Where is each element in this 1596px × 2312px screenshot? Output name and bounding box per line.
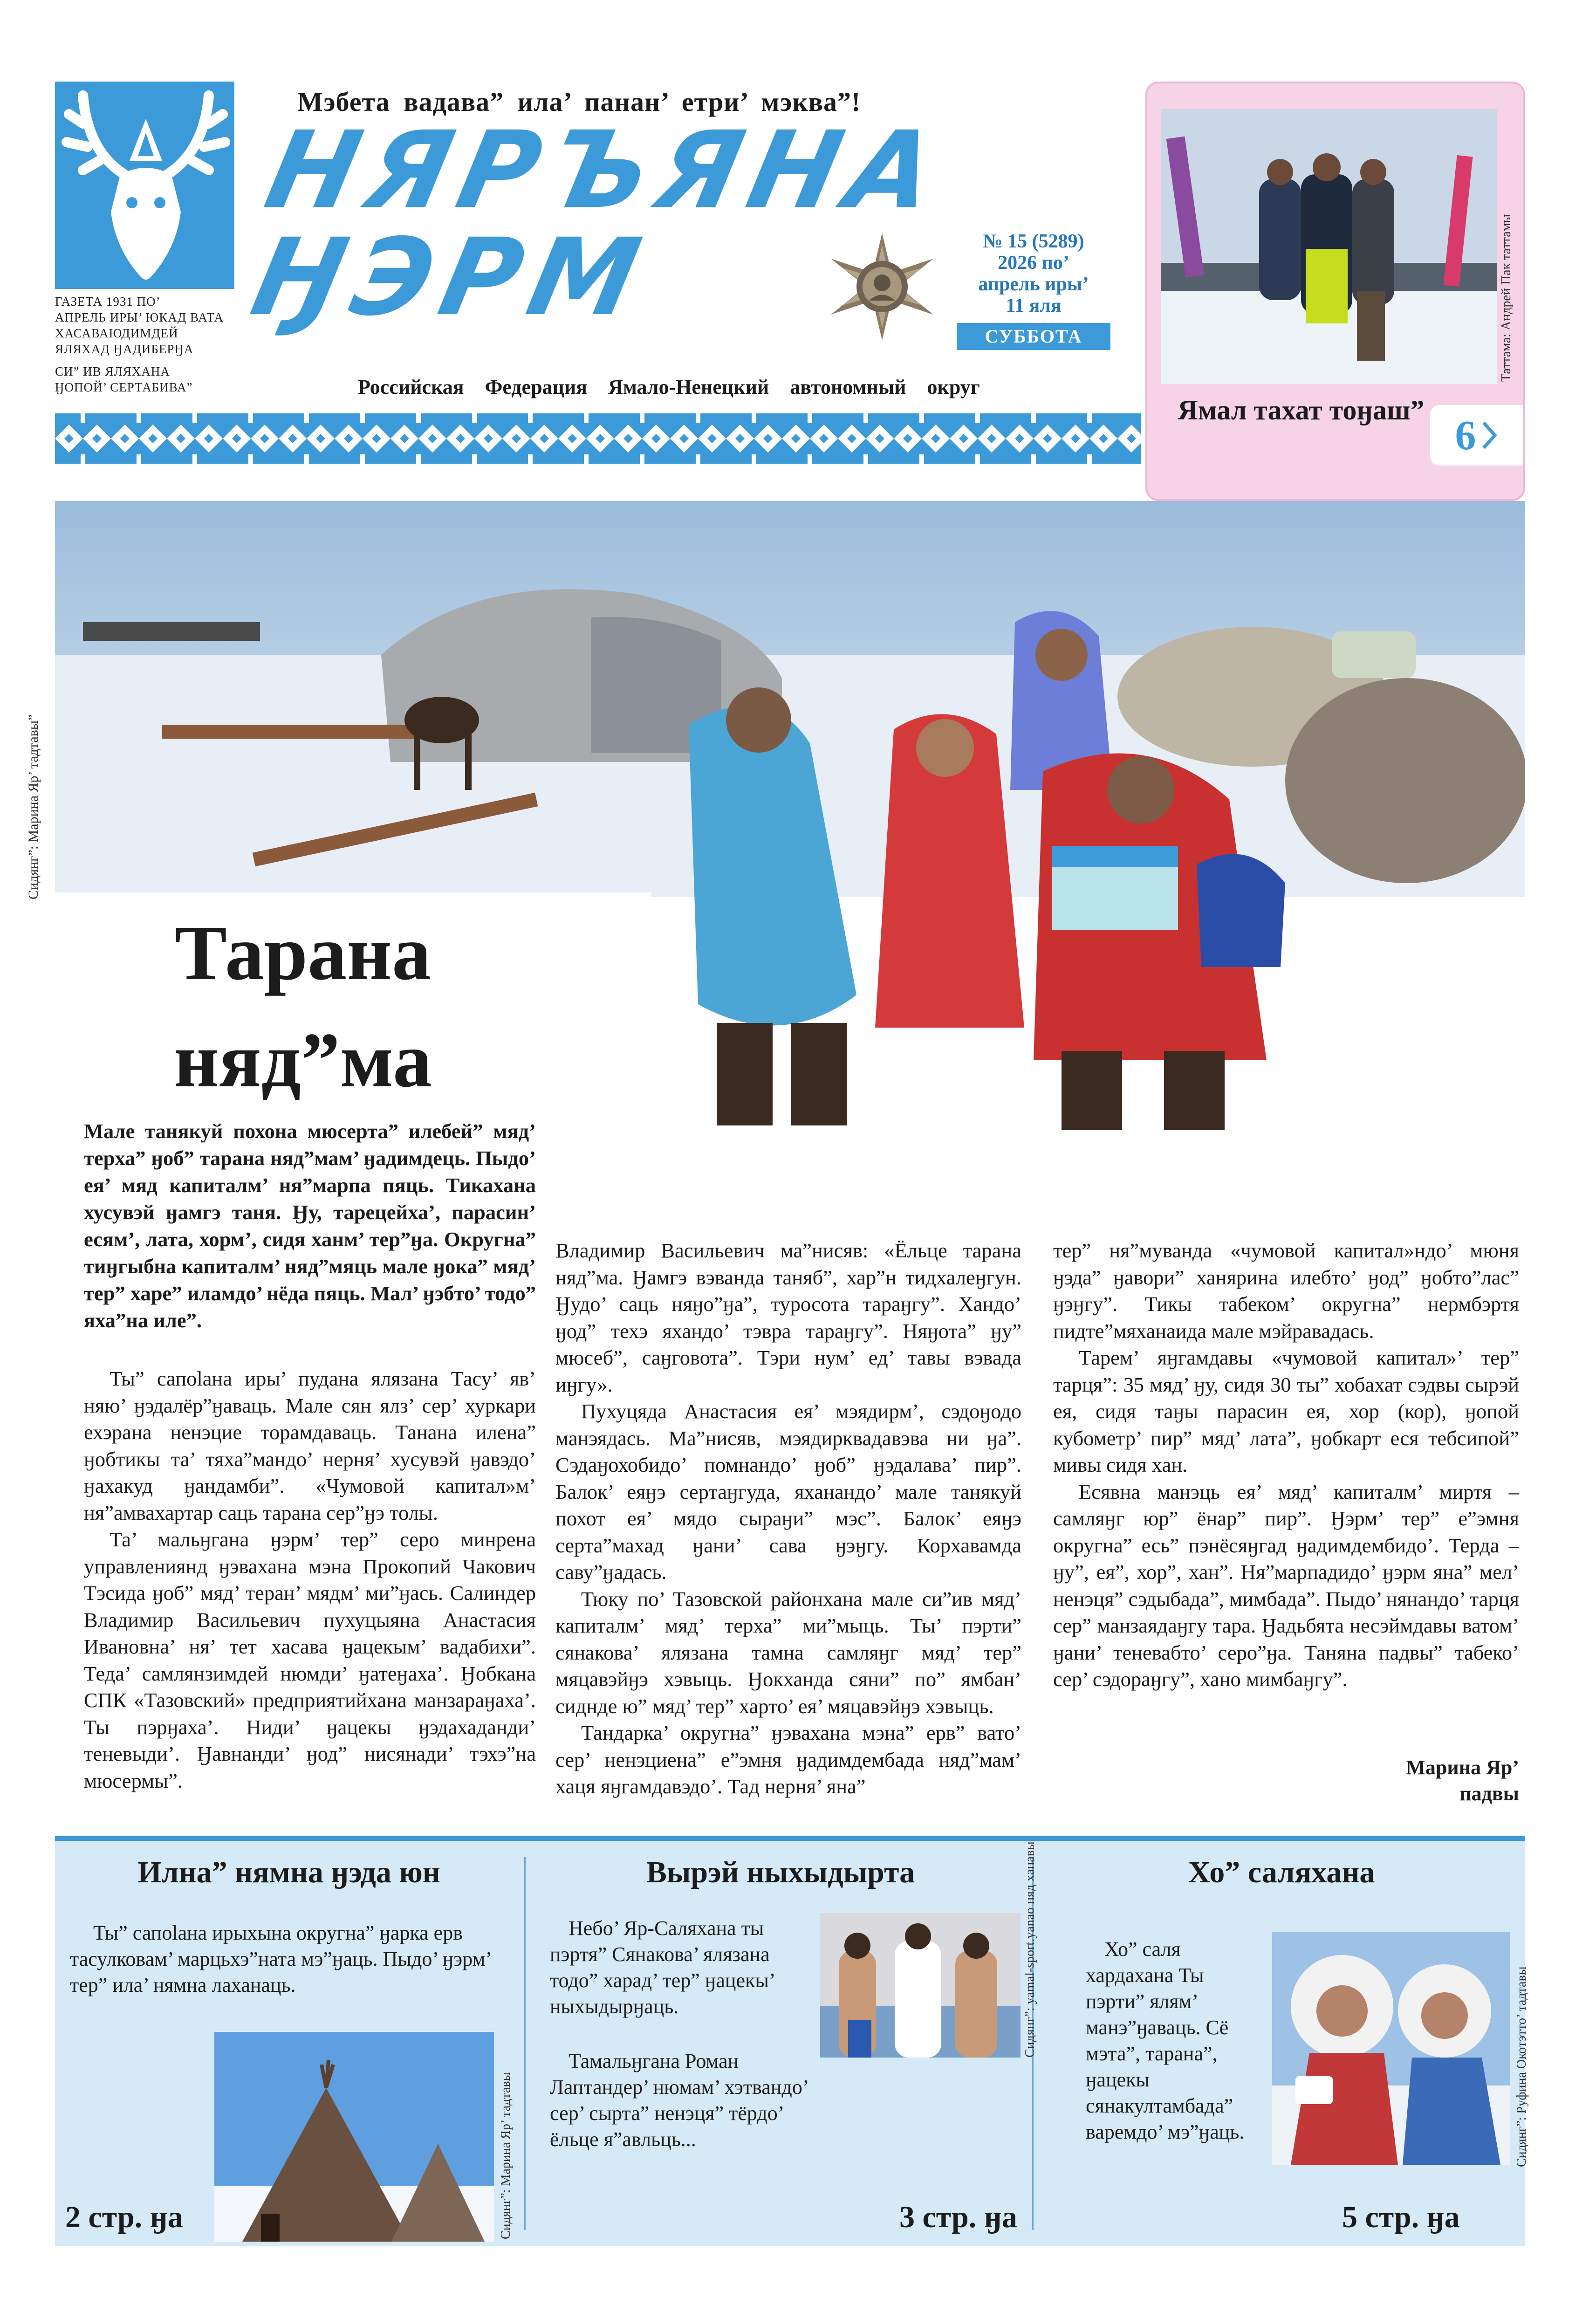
teaser-3-text: Хо” саля хардахана Ты пэрти” ялям’ манэ”ӈаваць. Сё мэта”, тарана”, ӈацекы сянакултамбада” варемдо’ мэ”ӈаць. — [1086, 1938, 1245, 2143]
est-line: ГАЗЕТА 1931 ПО’ — [55, 295, 161, 309]
chevron-right-icon — [1480, 419, 1499, 452]
issue-weekday: СУББОТА — [957, 323, 1110, 350]
article-paragraph: тер” ня”муванда «чумовой капитал»ндо’ мюня ӈэда” ӈавори” ханярина илебто’ ӈод” ӈобто”лас” ӈэӈгу”. Тикы табеком’ округна” нермбэртя пидте”мяханаида мале мэйравадась. — [1053, 1239, 1519, 1343]
issue-day-number: 11 яля — [1006, 295, 1062, 316]
order-medal-icon — [826, 231, 938, 343]
newspaper-title-line2: ӇЭРМ — [242, 215, 660, 339]
award-line: ӇОПОЙ’ СЕРТАБИВА” — [55, 380, 193, 394]
article-paragraph: Есявна манэць ея’ мяд’ капиталм’ миртя – самляӈг юр” ёнар” пир”. Ӈэрм’ тер” е”эмня округна” есь” пэнёсяӈгад ӈадимдембидо’. Терда – ӈу”, ея”, хор”, хан”. Ня”марпадидо’ ӈэрм яна” мел’ ненэця” сэдыбада”, мимбада”. Пыдо’ нянандо’ тарця сер” манзаядаӈгу тара. Ӈадьбята несэймдавы ватом’ ӈани’ теневабто’ серо”ӈа. Таняна падвы” табеко’ сер’ сэдораӈгу”, хано мимбаӈгу”. — [1053, 1480, 1520, 1691]
teaser-3-title[interactable]: Хо” саляхана — [1188, 1855, 1375, 1889]
teaser-2-photo — [820, 1913, 1021, 2058]
established-note — [55, 294, 260, 395]
reindeer-logo — [55, 82, 234, 289]
newspaper-motto: Мэбета вадава” ила’ панан’ етри’ мэква”! — [297, 87, 861, 117]
issue-number: № 15 (5289) — [983, 231, 1084, 252]
hero-photo-credit: Сидянг”: Марина Яр’ тадтавы” — [26, 714, 41, 899]
article-lead: Мале танякуй похона мюсерта” илебей” мяд’ терха” ӈоб” тарана няд”мам’ ӈадимдець. Пыдо’ ея’ мяд капиталм’ ня”марпа пяць. Тикахана хусувэй ӈамгэ таня. Ӈу, тарецейха’, парасин’ есям’, лата, хорм’, сидя ханм’ тер”ӈа. Округна” тиӈгыбна капиталм’ няд”мяць мале ӈока” мяд’ тер” харе” иламдо’ нёда пяць. Мал’ ӈэбто’ тодо” яха”на иле”. — [84, 1119, 536, 1332]
promo-page-number: 6 — [1455, 412, 1476, 459]
promo-photo — [1161, 109, 1497, 384]
issue-month: апрель иры’ — [978, 274, 1089, 295]
teaser-2-credit: Сидянг”: yamal-sport.yanao няд ханавы — [1023, 1841, 1037, 2058]
est-line: АПРЕЛЬ ИРЫ’ ЮКАД ВАТА — [55, 310, 224, 324]
teaser-2-text-a: Небо’ Яр-Саляхана ты пэртя” Сянакова’ ялязана тодо” харад’ тер” ӈацекы’ ныхыдырӈаць. — [550, 1917, 774, 2018]
reindeer-icon — [55, 82, 234, 289]
teaser-3-photo — [1272, 1932, 1510, 2165]
issue-year: 2026 по’ — [998, 252, 1069, 274]
issue-info — [957, 231, 1110, 350]
promo-photo-credit: Таттама: Андрей Пак таттамы — [1499, 214, 1514, 382]
article-paragraph: Пухуцяда Анастасия ея’ мэядирм’, сэдоӈодо манэядась. Ма”нисяв, мэядирквадавэва ни ӈа”. Сэдаӈохобидо’ помнандо’ ӈоб” ӈэдалава’ пир”. Балок’ еяӈэ сертаӈгуда, яханандо’ мале танякуй похот ея’ мядо сыраӈи” мэс”. Балок’ еяӈэ серта”махад ӈани’ сава ӈэӈгу. Корхавамда саву”ӈадась. — [555, 1400, 1021, 1584]
award-line: СИ” ИВ ЯЛЯХАНА — [55, 364, 170, 378]
promo-box[interactable] — [1145, 82, 1525, 501]
article-paragraph: Тюку по’ Тазовской районхана мале си”ив мяд’ капиталм’ мяд’ терха” ми”мыць. Ты’ пэрти” сянакова’ ялязана тамна самляӈг мяд’ тер” мяцавэйӈэ хэвыць. Ӈокханда сяни” по” ямбан’ сиднде ю” мяд’ тер” харто’ ея’ мяцавэйӈэ хэвыць. — [555, 1587, 1021, 1718]
newspaper-title-line1: НЯРЪЯНА — [256, 108, 956, 232]
article-paragraph: Владимир Васильевич ма”нисяв: «Ёльце тарана няд”ма. Ӈамгэ вэванда таняб”, хар”н тидхалеӈгун. Ӈудо’ саць няӈо”ӈа”, туросота тараӈгу”. Хандо’ ӈод” техэ яхандо’ тэвра тараӈгу”. Няӈота” ӈу” мюсеб”, саӈговота”. Тэри нум’ ед’ тавы вэвада иӈгу». — [555, 1239, 1021, 1396]
teaser-1-photo — [214, 2032, 494, 2242]
ornament-band — [55, 413, 1141, 464]
article-headline: Тарана няд”ма — [174, 910, 432, 1104]
teaser-3-page[interactable]: 5 стр. ӈа — [1342, 2200, 1460, 2234]
teaser-1-page[interactable]: 2 стр. ӈа — [65, 2200, 183, 2234]
article-paragraph: Та’ мальӈгана ӈэрм’ тер” серо минрена управлениянд ӈэвахана мэна Прокопий Чакович Тэсида ӈоб” мяд’ теран’ мядм’ ми”ӈась. Салиндер Владимир Васильевич пухуцыяна Анастасия Ивановна’ ня’ тет хасава ӈацекым’ вадабихи”. Теда’ самлянзимдей нюмди’ ӈатеӈаха’. Ӈобкана СПК «Тазовский» предприятийхана манзараӈаха’. Ты пэрӈаха’. Ниди’ ӈацекы ӈэдахаданди’ теневыди’. Ӈавнанди’ ӈод” нисянади’ тэхэ”на мюсермы”. — [84, 1528, 536, 1792]
teaser-2-page[interactable]: 3 стр. ӈа — [899, 2200, 1017, 2234]
teaser-1-title[interactable]: Илна” нямна ӈэда юн — [137, 1855, 440, 1889]
region-line: Российская Федерация Ямало-Ненецкий автономный округ — [358, 376, 980, 398]
article-column-1 — [84, 1365, 536, 1794]
teaser-1-text: Ты” сапolана ирыхына округна” ӈарка ерв тасулковам’ марцьхэ”ната мэ”ӈаць. Пыдо’ ӈэрм’ тер” ила’ нямна лаханаць. — [70, 1921, 491, 1996]
byline-name: Марина Яр’ — [1406, 1756, 1519, 1779]
teasers-top-rule — [55, 1836, 1525, 1841]
teaser-divider — [524, 1857, 526, 2230]
promo-caption: Ямал тахат тоӈаш” — [1178, 395, 1425, 425]
teaser-2-title[interactable]: Вырэй ныхыдырта — [646, 1855, 915, 1889]
est-line: ЯЛЯХАД ӇАДИБЕРӇА — [55, 342, 194, 356]
teaser-1-credit: Сидянг”: Марина Яр’ тадтавы — [499, 2072, 513, 2239]
masthead — [55, 82, 1141, 464]
article-paragraph: Тандарка’ округна” ӈэвахана мэна” ерв” вато’ сер’ ненэциена” е”эмня ӈадимдембада няд”мам’ хаця яӈгамдавэдо’. Тад нерня’ яна” — [555, 1721, 1021, 1798]
article-column-3 — [1053, 1237, 1519, 1693]
promo-page-link[interactable] — [1430, 405, 1523, 466]
teaser-3-credit: Сидянг”: Руфина Окотэтто’ тадтавы — [1514, 1966, 1529, 2167]
article-paragraph: Тарем’ яӈгамдавы «чумовой капитал»’ тер” тарця”: 35 мяд’ ӈу, сидя 30 ты” хобахат сэдвы сырэй ея, сидя таӈы парасин ея, хор (кор), ӈопой кубометр’ пир” мяд’ лата”, ӈобкарт еся тебсипой” мивы сидя хан. — [1053, 1346, 1519, 1476]
byline-role: падвы — [1459, 1782, 1519, 1805]
article-paragraph: Ты” сапolана иры’ пудана ялязана Тасу’ яв’ няю’ ӈэдалёр”ӈаваць. Мале сян ялз’ сер’ хуркари ехэрана ненэцие торамдаваць. Танана илена” ӈобтикы та’ тяха”мандо’ нерня’ хусувэй ӈавэдо’ ӈахакуд ӈандамби”. «Чумовой капитал»м’ ня”амвахартар саць тарана сер”ӈэ толы. — [84, 1367, 536, 1524]
article-column-2 — [555, 1237, 1021, 1800]
est-line: ХАСАВАЮДИМДЕЙ — [55, 326, 178, 340]
article-byline — [1165, 1755, 1519, 1807]
teaser-2-text-b: Тамальӈгана Роман Лаптандер’ нюмам’ хэтвандо’ сер’ сырта” ненэця” тёрдо’ ёльце я”авльць... — [550, 2050, 808, 2151]
